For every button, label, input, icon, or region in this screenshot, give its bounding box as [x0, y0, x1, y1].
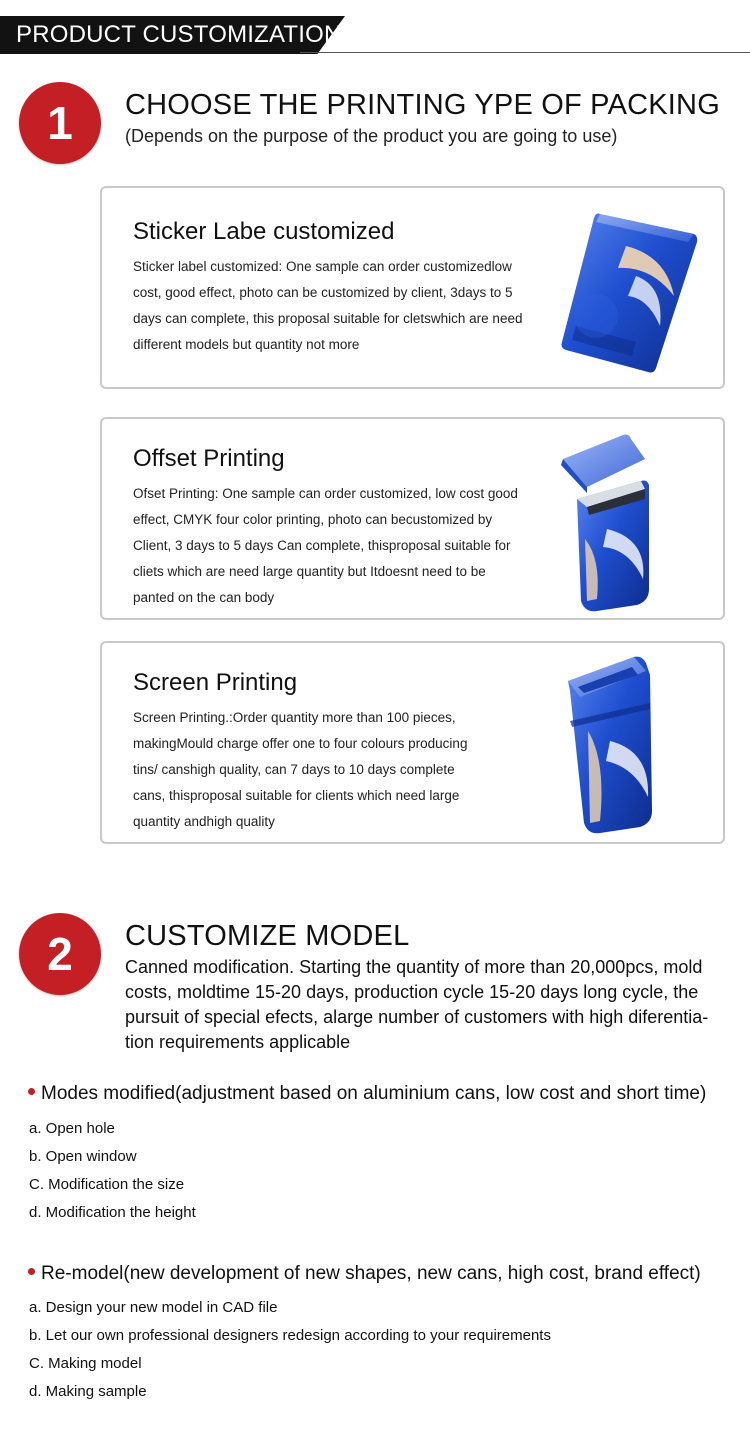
card-description: [133, 254, 543, 358]
list-item: C. Modification the size: [29, 1176, 185, 1193]
card-desc-line: Client, 3 days to 5 days Can complete, thisproposal suitable for: [133, 538, 511, 553]
paragraph-line: pursuit of special efects, alarge number of customers with high diferentia-: [125, 1007, 709, 1027]
card-description: [133, 705, 543, 835]
header-divider: [300, 52, 750, 53]
paragraph-line: tion requirements applicable: [125, 1032, 351, 1052]
paragraph-line: costs, moldtime 15-20 days, production cycle 15-20 days long cycle, the: [125, 982, 699, 1002]
step-1-subtitle: (Depends on the purpose of the product you are going to use): [125, 126, 618, 146]
card-offset-printing: [100, 417, 725, 620]
card-desc-line: Sticker label customized: One sample can order customizedlow: [133, 259, 512, 274]
remodel-heading-text: Re-model(new development of new shapes, new cans, high cost, brand effect): [41, 1263, 701, 1284]
step-2-title: CUSTOMIZE MODEL: [125, 920, 410, 952]
step-2-badge: 2: [19, 913, 101, 995]
card-desc-line: days can complete, this proposal suitable for cletswhich are need: [133, 311, 523, 326]
modes-heading: [28, 1083, 706, 1105]
card-desc-line: cost, good effect, photo can be customized by client, 3days to 5: [133, 285, 513, 300]
list-item: a. Design your new model in CAD file: [29, 1299, 278, 1316]
card-title: Sticker Labe customized: [133, 218, 395, 245]
card-sticker-label: [100, 186, 725, 389]
bullet-dot-icon: [28, 1088, 35, 1095]
card-desc-line: effect, CMYK four color printing, photo can becustomized by: [133, 512, 493, 527]
step-2-paragraph: [125, 955, 747, 1055]
card-desc-line: Ofset Printing: One sample can order customized, low cost good: [133, 486, 518, 501]
list-item: C. Making model: [29, 1355, 142, 1372]
list-item: a. Open hole: [29, 1120, 115, 1137]
card-desc-line: panted on the can body: [133, 590, 275, 605]
remodel-heading: [28, 1263, 701, 1285]
modes-heading-text: Modes modified(adjustment based on aluminium cans, low cost and short time): [41, 1083, 707, 1104]
open-top-blue-tin-image: [560, 651, 660, 836]
closed-blue-tin-image: [556, 206, 701, 376]
card-desc-line: Screen Printing.:Order quantity more than 100 pieces,: [133, 710, 456, 725]
card-desc-line: tins/ canshigh quality, can 7 days to 10 days complete: [133, 762, 455, 777]
card-desc-line: cans, thisproposal suitable for clients which need large: [133, 788, 460, 803]
list-item: b. Open window: [29, 1148, 137, 1165]
card-desc-line: quantity andhigh quality: [133, 814, 275, 829]
card-desc-line: cliets which are need large quantity but Itdoesnt need to be: [133, 564, 486, 579]
card-desc-line: makingMould charge offer one to four colours producing: [133, 736, 468, 751]
list-item: b. Let our own professional designers redesign according to your requirements: [29, 1327, 551, 1344]
card-title: Screen Printing: [133, 669, 298, 696]
page-title: PRODUCT CUSTOMIZATION: [16, 21, 342, 48]
card-title: Offset Printing: [133, 445, 285, 472]
step-1-badge: 1: [19, 82, 101, 164]
bullet-dot-icon: [28, 1268, 35, 1275]
card-screen-printing: [100, 641, 725, 844]
card-description: [133, 481, 543, 611]
paragraph-line: Canned modification. Starting the quantity of more than 20,000pcs, mold: [125, 957, 703, 977]
list-item: d. Modification the height: [29, 1204, 196, 1221]
list-item: d. Making sample: [29, 1383, 147, 1400]
card-desc-line: different models but quantity not more: [133, 337, 360, 352]
open-lid-blue-tin-image: [557, 429, 662, 614]
step-1-title: CHOOSE THE PRINTING YPE OF PACKING: [125, 89, 720, 121]
header-banner: [0, 16, 750, 54]
